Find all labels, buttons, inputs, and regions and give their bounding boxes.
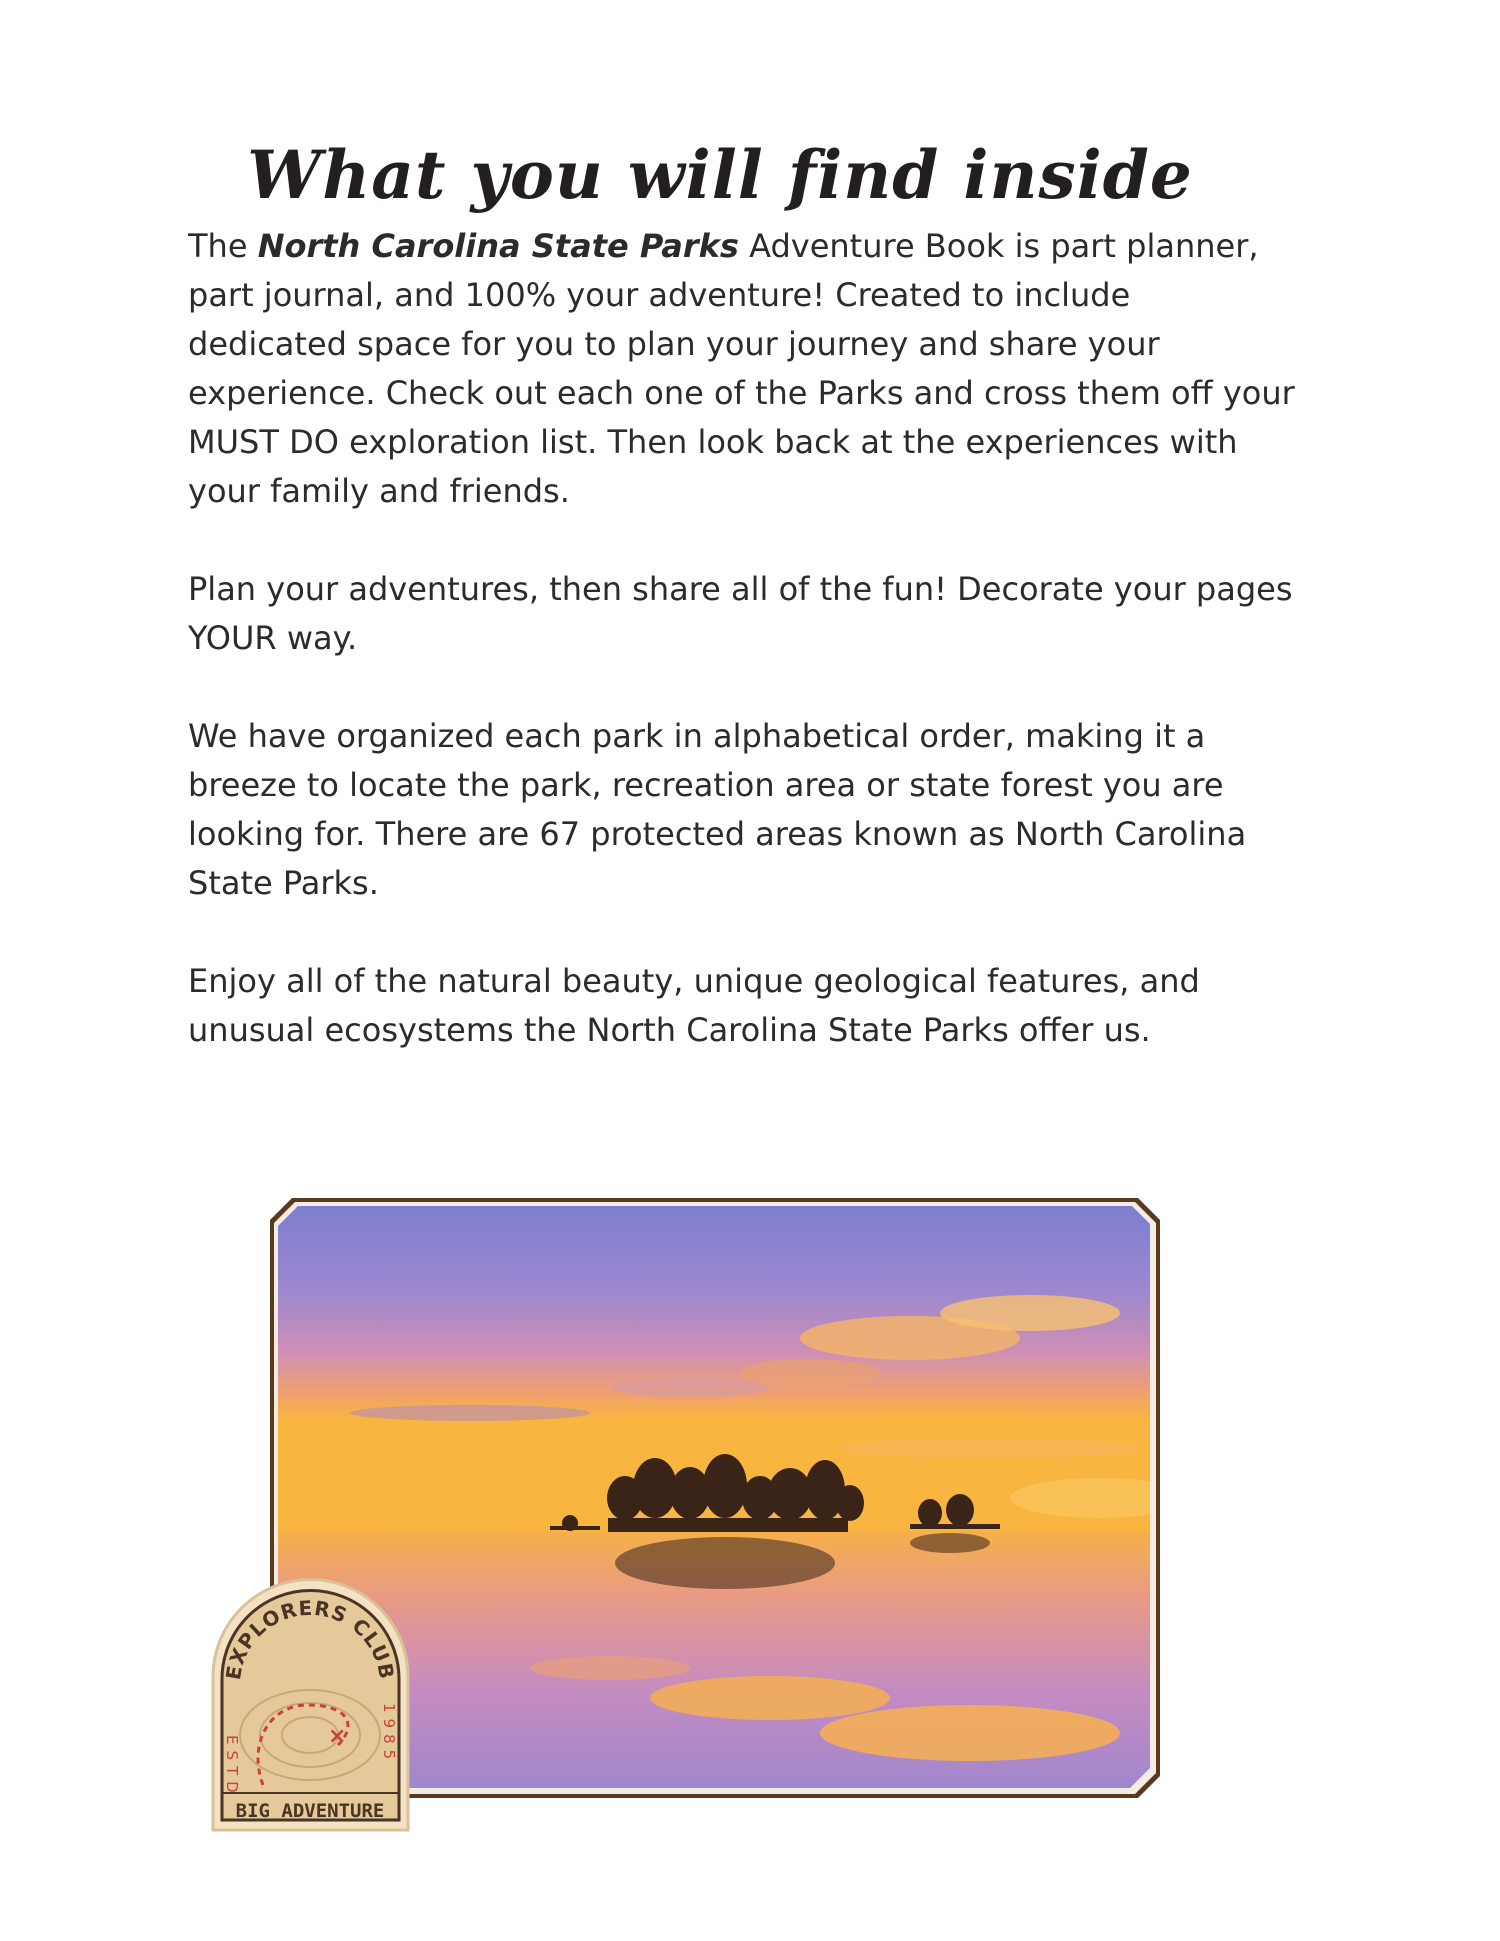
badge-bottom-text: BIG ADVENTURE [235,1800,385,1822]
badge-top-text: EXPLORERS CLUB [221,1595,400,1682]
intro-paragraph [188,222,1298,516]
plan-paragraph: Plan your adventures, then share all of the fun! Decorate your pages YOUR way. [188,570,1293,657]
badge-estd-text: ESTD [223,1735,241,1799]
page-title: What you will find inside [247,136,1193,215]
intro-lead: The [188,227,258,265]
organization-paragraph: We have organized each park in alphabetical order, making it a breeze to locate the park, recreation area or state forest you are looking for. There are 67 protected areas known as North Carolina State Parks. [188,717,1247,902]
explorers-club-badge [208,1575,413,1835]
enjoy-paragraph: Enjoy all of the natural beauty, unique geological features, and unusual ecosystems the North Carolina State Parks offer us. [188,962,1200,1049]
intro-rest: Adventure Book is part planner, part journal, and 100% your adventure! Created to include dedicated space for you to plan your journey and share your experience. Check out each one of the Parks and cross them off your MUST DO exploration list. Then look back at the experiences with your family and friends. [188,227,1295,510]
body-text [188,222,1298,1104]
badge-graphic [208,1575,413,1835]
svg-text:×: × [328,1724,347,1749]
book-name: North Carolina State Parks [257,227,739,265]
badge-year-text: 1985 [380,1703,398,1766]
